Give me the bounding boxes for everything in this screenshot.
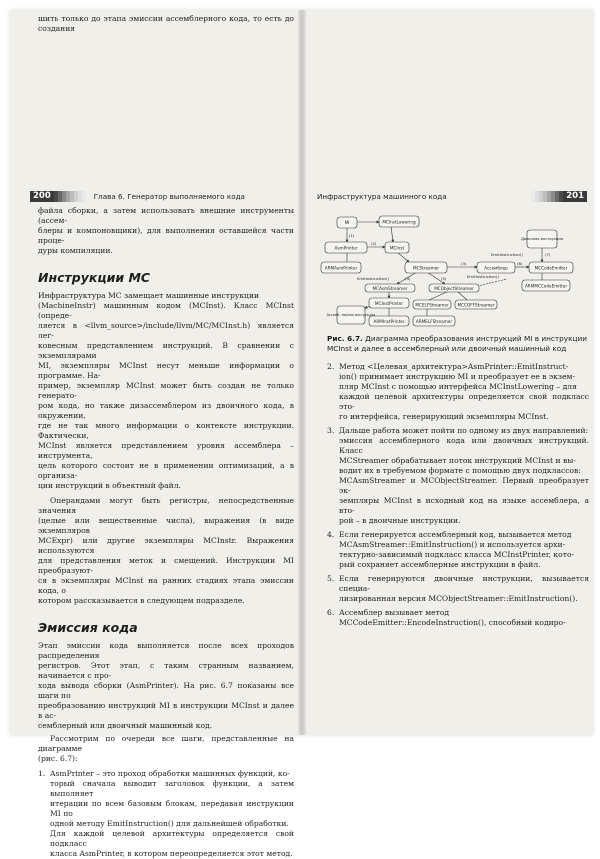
caption-label: Рис. 6.7. [327, 334, 363, 343]
caption-line [327, 334, 589, 344]
edge-label-emit2: EmitInstruction() [467, 274, 499, 279]
edge-label-7: (7) [545, 252, 551, 257]
list-number: 1. [38, 769, 46, 778]
node-mi: MI [344, 220, 350, 225]
text-line: ром кода, но также дизассемблером из двоичного кода, в окружении, [38, 401, 294, 420]
left-body [38, 206, 294, 859]
section-title-mc: Инструкции MC [38, 270, 151, 285]
edge-label-1: (1) [349, 233, 355, 238]
node-mcinst: MCInst [389, 245, 405, 251]
header-title: Инфраструктура машинного кода [317, 192, 447, 201]
text-line: преобразованию инструкций MI в инструкции MCInst и далее в ас- [38, 701, 294, 720]
list-item-text [339, 574, 589, 604]
node-armelfstreamer: ARMELFStreamer [415, 319, 453, 324]
text-line: земпляры MCInst в исходный код на языке ассемблера, а вто- [339, 496, 589, 515]
text-line: шить только до этапа эмиссии ассемблерного кода, то есть до создания [38, 14, 294, 33]
node-mcinstprinter: MCInstPrinter [374, 301, 404, 306]
text-line: каждой целевой архитектуры определяется свой подкласс это- [339, 392, 589, 411]
node-armasmprinter: ARMAsmPrinter [324, 265, 358, 271]
text-line: ции инструкций в объектный файл. [38, 481, 181, 490]
text-line: AsmPrinter – это проход обработки машинных функций, ко- [50, 769, 290, 778]
text-line: пример, экземпляр MCInst может быть создан не только генерато- [38, 381, 294, 400]
text-line: рой – в двоичные инструкции. [339, 516, 461, 525]
list-number: 2. [327, 362, 335, 371]
edge-label-3: (3) [461, 261, 467, 266]
text-line: MCAsmStreamer и MCObjectStreamer. Первый преобразует эк- [339, 476, 589, 495]
text-line: ляется в <llvm_source>/include/llvm/MC/MCInst.h) является лег- [38, 321, 294, 340]
text-line: файла сборки, а затем использовать внешние инструменты (ассем- [38, 206, 294, 225]
text-line: тектурно-зависимый подкласс класса MCInstPrinter, кото- [339, 550, 575, 559]
section2-paragraph1 [38, 641, 294, 731]
text-line: регистров. Этот этап, с таким странным названием, начинается с про- [38, 661, 294, 680]
section1-paragraph2 [38, 496, 294, 606]
text-line: MCExpr) или другие экземпляры MCInstr. Выражения используются [38, 536, 294, 555]
text-line: Ассемблер вызывает метод [339, 608, 450, 617]
mc-diagram [317, 210, 587, 330]
node-mcelfstreamer: MCELFStreamer [415, 302, 449, 308]
edge-label-6: (6) [517, 261, 523, 266]
text-line: пляр MCInst с помощью интерфейса MCInstLowering – для [339, 382, 577, 391]
node-arminstprinter: ARMInstPrinter [373, 319, 405, 324]
list-item [327, 608, 589, 628]
node-mccodeemitter: MCCodeEmitter [534, 265, 568, 271]
text-line: торый сначала выводит заголовок функции, а затем выполняет [50, 779, 294, 798]
text-line: ковесным представлением инструкций. В сравнении с экземплярами [38, 341, 294, 360]
page-number: 200 [30, 191, 54, 202]
chapter-title: Глава 6. Генератор выполняемого кода [93, 192, 245, 201]
section2-paragraph2 [38, 734, 294, 764]
text-line: Если генерируется ассемблерный код, вызывается метод [339, 530, 572, 539]
text-line: (целые или вещественные числа), выражения (в виде экземпляров [38, 516, 294, 535]
right-page [303, 10, 593, 735]
edge-label-2: (2) [371, 241, 377, 246]
text-line: го интерфейса, генерирующий экземпляры MCInst. [339, 412, 549, 421]
header-strip [54, 191, 86, 202]
text-line: Метод <Целевая_архитектура>AsmPrinter::EmitInstruct- [339, 362, 569, 371]
text-line: Для каждой целевой архитектуры определяется свой подкласс [50, 829, 294, 848]
list-item-text [50, 769, 294, 859]
list-item [327, 530, 589, 570]
text-line: Инфраструктура MC замещает машинные инструкции [38, 291, 260, 300]
node-asm-instruction: Ассемб- лерная инструкция [326, 313, 376, 317]
text-line: котором рассказывается в следующем подразделе. [38, 596, 245, 605]
edge-label-emit1: EmitInstruction() [357, 276, 389, 281]
edge-label-5: (5) [441, 276, 447, 281]
text-line: Дальше работа может пойти по одному из двух направлений: [339, 426, 589, 435]
right-page-header [317, 191, 587, 202]
text-line: Операндами могут быть регистры, непосредственные значения [38, 496, 294, 515]
text-line: одной методу EmitInstruction() для дальнейшей обработки. [50, 819, 289, 828]
text-line: хода вывода сборки (AsmPrinter). На рис. 6.7 показаны все шаги по [38, 681, 294, 700]
text-line: где не так много информации о контексте инструкции. Фактически, [38, 421, 294, 440]
text-line: Этап эмиссии кода выполняется после всех проходов распределения [38, 641, 294, 660]
text-line: семблерный или двоичный машинный код. [38, 721, 213, 730]
page-number: 201 [563, 191, 587, 202]
node-mcstreamer: MCStreamer [413, 265, 439, 271]
caption-line: MCInst и далее в ассемблерный или двоичный машинный код [327, 343, 567, 353]
text-line: ion() принимает инструкцию MI и преобразует ее в экзем- [339, 372, 576, 381]
list-item-text [339, 426, 589, 526]
text-line: блеры и компоновщики), для выполнения оставшейся части проце- [38, 226, 294, 245]
text-line: лизированная версия MCObjectStreamer::EmitInstruction(). [339, 594, 578, 603]
node-mcobjectstreamer: MCObjectStreamer [434, 286, 474, 291]
steps-list-left [38, 769, 294, 859]
text-line: цель которого состоит не в применении оптимизаций, а в организа- [38, 461, 294, 480]
text-line: MCAsmStreamer::EmitInstruction() и используется архи- [339, 540, 566, 549]
section1-paragraph1 [38, 291, 294, 491]
node-binary-code: Двоичная инструкция [521, 237, 563, 241]
list-number: 3. [327, 426, 335, 435]
list-item-text [339, 608, 589, 628]
list-item [38, 769, 294, 859]
text-line: дуры компиляции. [38, 246, 113, 255]
steps-list-right [327, 362, 589, 628]
section-title-emission: Эмиссия кода [38, 620, 138, 635]
edge-label-emit3: EmitInstruction() [491, 252, 523, 257]
node-mccoffstreamer: MCCOFFStreamer [457, 302, 495, 308]
list-item-text [339, 530, 589, 570]
text-line: водит их в требуемом формате с помощью двух подклассов: [339, 466, 581, 475]
intro-lines [38, 206, 294, 256]
text-line: рый сохраняет ассемблерные инструкции в файл. [339, 560, 541, 569]
list-number: 5. [327, 574, 335, 583]
list-number: 6. [327, 608, 335, 617]
left-page-header [30, 191, 295, 202]
book-spread [10, 10, 593, 858]
list-number: 4. [327, 530, 335, 539]
text-line: Рассмотрим по очереди все шаги, представленные на диаграмме [38, 734, 294, 753]
node-assembler: Ассемблер [484, 265, 508, 271]
intro-paragraph [38, 14, 294, 34]
text-line: ся в экземпляры MCInst на ранних стадиях этапа эмиссии кода, о [38, 576, 294, 595]
node-mcinstlowering: MCInstLowering [382, 219, 416, 225]
list-item-text [339, 362, 589, 422]
text-line: MCCodeEmitter::EncodeInstruction(), способный кодиро- [339, 618, 566, 627]
text-line: итерации по всем базовым блокам, передавая инструкции MI по [50, 799, 294, 818]
caption-text: Диаграмма преобразования инструкций MI в инструкции [365, 334, 587, 343]
node-mcasmstreamer: MCAsmStreamer [372, 286, 408, 291]
text-line: Если генерируются двоичные инструкции, вызывается специа- [339, 574, 589, 593]
node-asmprinter: AsmPrinter [334, 245, 358, 251]
figure-caption [327, 334, 589, 353]
text-line: MCStreamer обрабатывает поток инструкций MCInst и вы- [339, 456, 576, 465]
edge-label-4: (4) [405, 276, 411, 281]
list-item [327, 426, 589, 526]
text-line: (MachineInstr) машинным кодом (MCInst). Класс MCInst (опреде- [38, 301, 294, 320]
header-strip [531, 191, 563, 202]
left-page [10, 10, 300, 858]
text-line: MCInst является представлением уровня ассемблера – инструмента, [38, 441, 294, 460]
text-line: эмиссия ассемблерного кода или двоичных инструкций. Класс [339, 436, 589, 455]
text-line: (рис. 6.7): [38, 754, 78, 763]
text-line: класса AsmPrinter, в котором переопределяется этот метод. [50, 849, 293, 858]
list-item [327, 362, 589, 422]
node-armmccodeemitter: ARMMCCodeEmitter [524, 283, 568, 289]
list-item [327, 574, 589, 604]
text-line: для представления меток и смещений. Инструкции MI преобразуют- [38, 556, 294, 575]
text-line: MI, экземпляры MCInst несут меньше информации о программе. На- [38, 361, 294, 380]
